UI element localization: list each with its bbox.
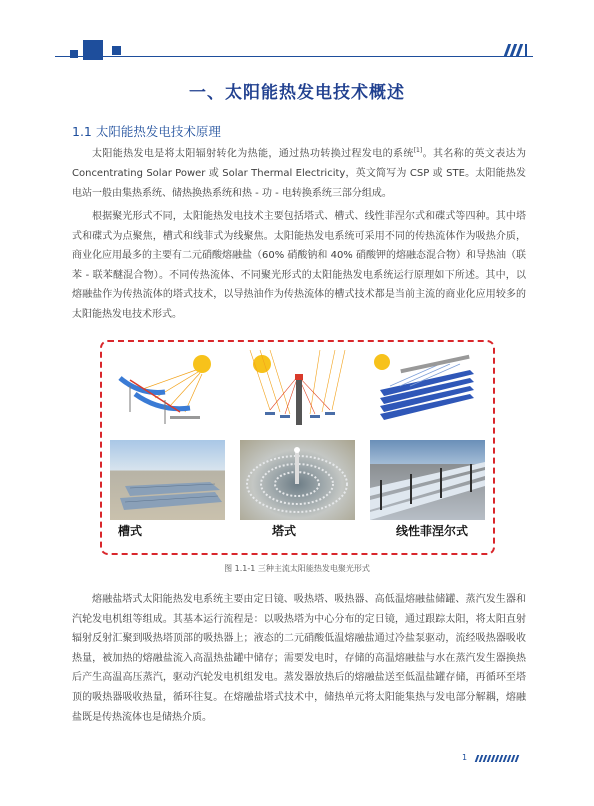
fresnel-diagram: [370, 350, 485, 432]
tower-photo: [240, 440, 355, 520]
citation-ref: [1]: [413, 147, 423, 154]
header-square-large: [83, 40, 103, 60]
paragraph-intro-text-a: 太阳能热发电是将太阳辐射转化为热能，通过热功转换过程发电的系统: [92, 148, 414, 160]
page-title: 一、太阳能热发电技术概述: [189, 83, 405, 103]
trough-photo: [110, 440, 225, 520]
fresnel-photo: [370, 440, 485, 520]
paragraph-tower-system: 熔融盐塔式太阳能热发电系统主要由定日镜、吸热塔、吸热器、高低温熔融盐储罐、蒸汽发生器和汽轮发电机组等组成。其基本运行流程是：以吸热塔为中心分布的定日镜，通过跟踪太阳，将太阳直射辐射反射汇聚到吸热塔顶部的吸热器上；液态的二元硝酸低温熔融盐通过冷盐泵驱动，流经吸热器吸收热量，被加热的熔融盐流入高温热盐罐中储存；需要发电时，存储的高温熔融盐与水在蒸汽发生器换热后产生高温高压蒸汽，驱动汽轮发电机组发电。蒸发器放热后的熔融盐送至低温盐罐存储，再循环至塔顶的吸热器吸收热量，循环往复。在熔融盐塔式技术中，储热单元将太阳能集热与发电部分解耦，熔融盐既是传热流体也是储热介质。: [72, 594, 526, 723]
paragraph-intro-text-b: 。其名称的英文表达为 Concentrating Solar Power 或 Solar Thermal Electricity，英文简写为 CSP 或 STE。太阳能热发电站一般由集热系统、储热换热系统和热 - 功 - 电转换系统三部分组成。: [72, 148, 526, 199]
figure-label-trough: 槽式: [118, 524, 143, 538]
figure-label-fresnel: 线性菲涅尔式: [396, 524, 469, 538]
paragraph-types: 根据聚光形式不同，太阳能热发电技术主要包括塔式、槽式、线性菲涅尔式和碟式等四种。其中塔式和碟式为点聚焦，槽式和线菲式为线聚焦。太阳能热发电系统可采用不同的传热流体作为吸热介质，商业化应用最多的主要有二元硝酸熔融盐（60% 硝酸钠和 40% 硝酸钾的熔融态混合物）和导热油（联苯 - 联苯醚混合物）。不同传热流体、不同聚光形式的太阳能热发电系统运行原理如下所述。其中，以熔融盐作为传热流体的塔式技术，以导热油作为传热流体的槽式技术都是当前主流的商业化应用较多的太阳能热发电技术形式。: [72, 211, 526, 320]
tower-diagram: [240, 350, 355, 432]
page-number: 1: [462, 753, 468, 762]
trough-diagram: [110, 350, 225, 432]
section-heading: 1.1 太阳能热发电技术原理: [72, 124, 221, 139]
figure-label-tower: 塔式: [272, 524, 297, 538]
header-square-right: [112, 46, 121, 55]
figure-caption: 图 1.1-1 三种主流太阳能热发电聚光形式: [224, 564, 370, 573]
paragraph-intro: [72, 141, 526, 203]
header-rule: [55, 56, 533, 57]
